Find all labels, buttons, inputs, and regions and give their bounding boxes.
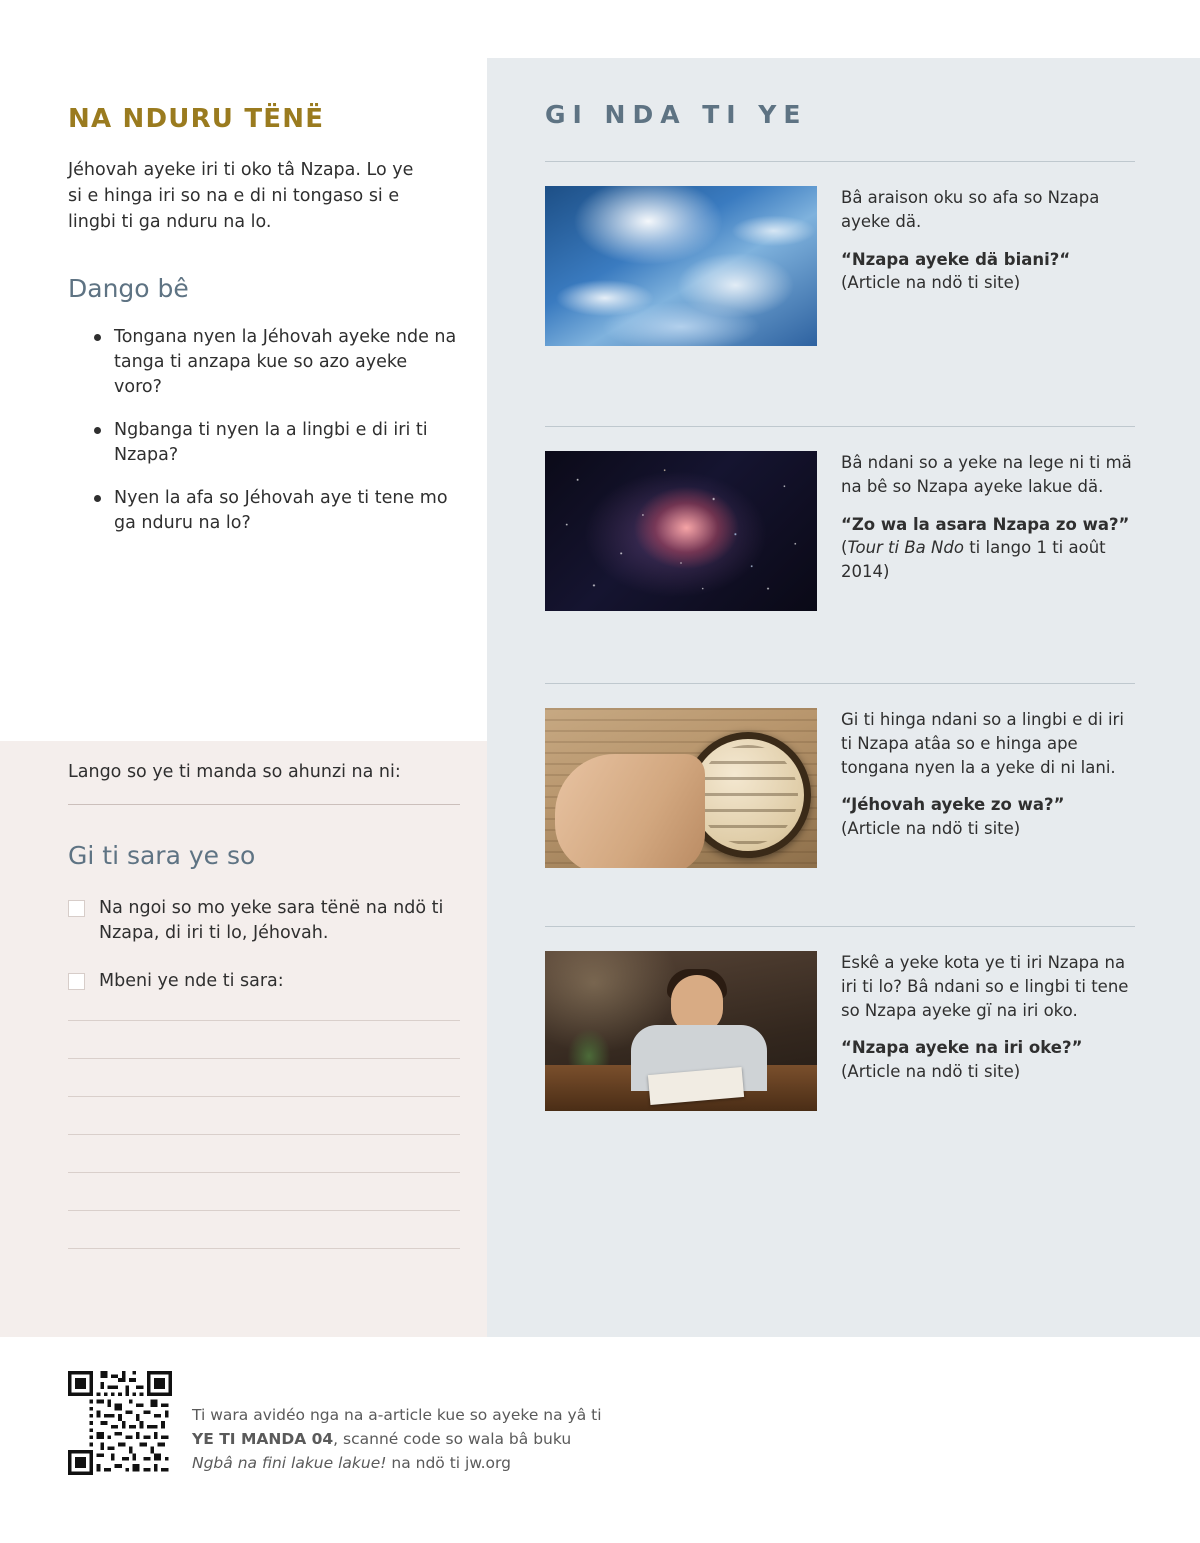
resource-source: (Article na ndö ti site) bbox=[841, 273, 1021, 293]
write-line[interactable] bbox=[68, 1020, 460, 1021]
question-list bbox=[68, 325, 460, 537]
divider bbox=[68, 804, 460, 805]
resource-entry[interactable] bbox=[545, 161, 1135, 346]
list-item: Nyen la afa so Jéhovah aye ti tene mo ga nduru na lo? bbox=[94, 486, 460, 537]
section-heading-meditate: Dango bê bbox=[68, 273, 189, 303]
hand-shape bbox=[555, 754, 705, 868]
resource-entry[interactable] bbox=[545, 926, 1135, 1111]
main-lesson-column bbox=[68, 104, 460, 553]
resource-title: “Nzapa ayeke na iri oke?” bbox=[841, 1038, 1083, 1058]
footer-line-2 bbox=[192, 1427, 602, 1451]
checkbox-goal-2[interactable] bbox=[68, 973, 85, 990]
footer-site: na ndö ti jw.org bbox=[386, 1454, 511, 1473]
footer-line-1: Ti wara avidéo nga na a-article kue so ayeke na yâ ti bbox=[192, 1406, 602, 1424]
study-panel bbox=[68, 762, 460, 1286]
footer-line-2-rest: , scanné code so wala bâ buku bbox=[333, 1430, 572, 1449]
resource-reference[interactable] bbox=[841, 1036, 1135, 1084]
resource-title: “Nzapa ayeke dä biani?“ bbox=[841, 249, 1071, 269]
resource-title: “Zo wa la asara Nzapa zo wa?” bbox=[841, 514, 1130, 534]
resource-reference[interactable] bbox=[841, 513, 1135, 584]
write-line[interactable] bbox=[68, 1210, 460, 1211]
resource-source: (Article na ndö ti site) bbox=[841, 819, 1021, 838]
resource-reference[interactable] bbox=[841, 793, 1135, 841]
write-line[interactable] bbox=[68, 1134, 460, 1135]
footer-text bbox=[192, 1371, 602, 1475]
footer-line-3 bbox=[192, 1451, 602, 1475]
resource-description: Bâ ndani so a yeke na lege ni ti mä na bê so Nzapa ayeke lakue dä. bbox=[841, 453, 1132, 496]
resource-entry[interactable] bbox=[545, 683, 1135, 868]
checkbox-goal-1[interactable] bbox=[68, 900, 85, 917]
section-heading-goals: Gi ti sara ye so bbox=[68, 841, 256, 870]
man-reading-photo bbox=[545, 951, 817, 1111]
nebula-photo bbox=[545, 451, 817, 611]
magnifier-bible-photo bbox=[545, 708, 817, 868]
study-date-label: Lango so ye ti manda so ahunzi na ni: bbox=[68, 762, 401, 782]
resource-description: Gi ti hinga ndani so a lingbi e di iri ti Nzapa atâa so e hinga ape tongana nyen la a yeke di ni lani. bbox=[841, 710, 1124, 777]
goal-item-1[interactable] bbox=[68, 896, 460, 947]
write-in-area[interactable] bbox=[68, 1020, 460, 1249]
write-line[interactable] bbox=[68, 1058, 460, 1059]
page-title: NA NDURU TËNË bbox=[68, 104, 325, 134]
sky-rays-photo bbox=[545, 186, 817, 346]
write-line[interactable] bbox=[68, 1172, 460, 1173]
explore-heading: GI NDA TI YE bbox=[545, 100, 808, 129]
list-item: Ngbanga ti nyen la a lingbi e di iri ti Nzapa? bbox=[94, 418, 460, 469]
resource-source: (Article na ndö ti site) bbox=[841, 1062, 1021, 1081]
resource-publication: Tour ti Ba Ndo bbox=[847, 538, 964, 558]
resource-source: ( bbox=[841, 538, 848, 558]
goal-item-2[interactable] bbox=[68, 969, 460, 994]
goal-label-1: Na ngoi so mo yeke sara tënë na ndö ti Nzapa, di iri ti lo, Jéhovah. bbox=[99, 898, 444, 944]
goal-label-2: Mbeni ye nde ti sara: bbox=[99, 970, 284, 991]
resource-description: Bâ araison oku so afa so Nzapa ayeke dä. bbox=[841, 188, 1100, 231]
footer-book-title: Ngbâ na fini lakue lakue! bbox=[192, 1454, 387, 1473]
write-line[interactable] bbox=[68, 1248, 460, 1249]
resource-description: Eskê a yeke kota ye ti iri Nzapa na iri ti lo? Bâ ndani so e lingbi ti tene so Nzapa ayeke gï na iri oko. bbox=[841, 953, 1129, 1020]
intro-paragraph: Jéhovah ayeke iri ti oko tâ Nzapa. Lo ye si e hinga iri so na e di ni tongaso si e lingbi ti ga nduru na lo. bbox=[68, 160, 414, 232]
resource-entry[interactable] bbox=[545, 426, 1135, 611]
footer bbox=[68, 1371, 602, 1475]
list-item: Tongana nyen la Jéhovah ayeke nde na tanga ti anzapa kue so azo ayeke voro? bbox=[94, 325, 460, 401]
write-line[interactable] bbox=[68, 1096, 460, 1097]
resource-title: “Jéhovah ayeke zo wa?” bbox=[841, 795, 1065, 815]
footer-publication: YE TI MANDA 04 bbox=[192, 1430, 334, 1449]
resource-reference[interactable] bbox=[841, 248, 1135, 296]
qr-code[interactable] bbox=[68, 1371, 172, 1475]
resource-issue: ti lango 1 ti août 2014) bbox=[841, 538, 1106, 581]
explore-column bbox=[545, 100, 1135, 1137]
